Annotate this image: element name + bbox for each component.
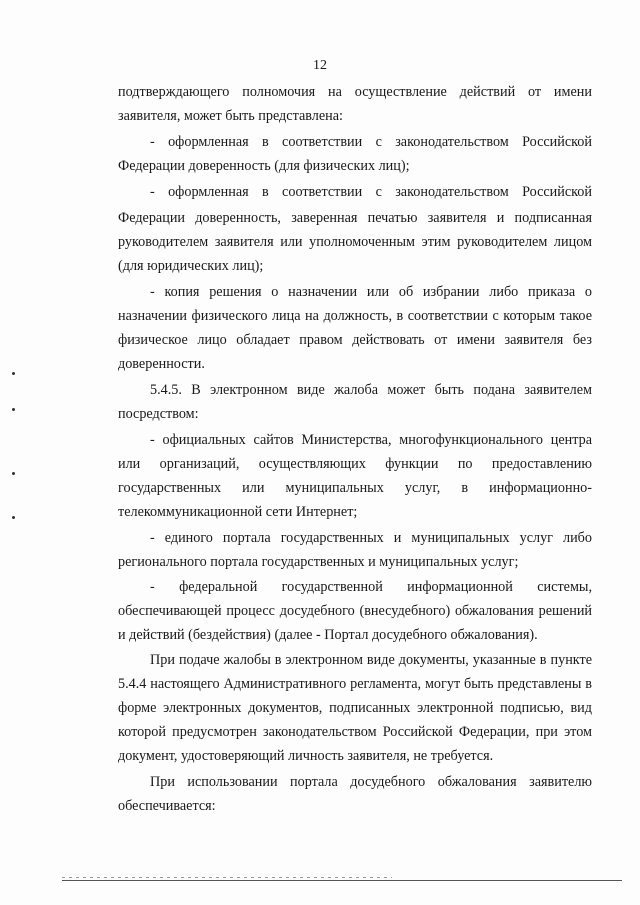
page-number: 12 <box>313 58 327 73</box>
text-line: - федеральной государственной информационной системы, <box>150 579 592 595</box>
scan-speck <box>12 408 15 411</box>
text-line: подтверждающего полномочия на осуществление действий от имени <box>118 84 592 100</box>
text-line: телекоммуникационной сети Интернет; <box>118 504 358 520</box>
scan-speck <box>12 372 15 375</box>
text-line: - оформленная в соответствии с законодательством Российской <box>150 134 592 150</box>
text-line: - единого портала государственных и муниципальных услуг либо <box>150 530 592 546</box>
footer-rule-faint <box>62 877 392 878</box>
text-line: - официальных сайтов Министерства, многофункционального центра <box>150 432 592 448</box>
footer-rule <box>62 880 622 881</box>
text-line: посредством: <box>118 406 199 422</box>
text-line: и действий (бездействия) (далее - Портал досудебного обжалования). <box>118 627 538 643</box>
text-line: или организаций, осуществляющих функции по предоставлению <box>118 456 592 472</box>
text-line: физическое лицо обладает правом действовать от имени заявителя без <box>118 332 592 348</box>
scan-speck <box>12 472 15 475</box>
text-line: 5.4.5. В электронном виде жалоба может быть подана заявителем <box>150 382 592 398</box>
text-line: государственных или муниципальных услуг, в информационно- <box>118 480 592 496</box>
text-line: руководителем заявителя или уполномоченным этим руководителем лицом <box>118 234 592 250</box>
text-line: назначении физического лица на должность, в соответствии с которым такое <box>118 308 592 324</box>
text-line: документ, удостоверяющий личность заявителя, не требуется. <box>118 748 494 764</box>
text-line: обеспечивающей процесс досудебного (внесудебного) обжалования решений <box>118 603 592 619</box>
text-line: которой предусмотрен законодательством Российской Федерации, при этом <box>118 724 592 740</box>
text-line: форме электронных документов, подписанных электронной подписью, вид <box>118 700 592 716</box>
text-line: При подаче жалобы в электронном виде документы, указанные в пункте <box>150 652 592 668</box>
scan-speck <box>12 516 15 519</box>
text-line: доверенности. <box>118 356 205 372</box>
text-line: При использовании портала досудебного обжалования заявителю <box>150 774 592 790</box>
text-line: заявителя, может быть представлена: <box>118 108 343 124</box>
text-line: - оформленная в соответствии с законодательством Российской <box>150 184 592 200</box>
text-line: 5.4.4 настоящего Административного регламента, могут быть представлены в <box>118 676 592 692</box>
text-line: - копия решения о назначении или об избрании либо приказа о <box>150 284 592 300</box>
text-line: Федерации доверенность, заверенная печатью заявителя и подписанная <box>118 210 592 226</box>
text-line: Федерации доверенность (для физических лиц); <box>118 158 410 174</box>
text-line: регионального портала государственных и муниципальных услуг; <box>118 554 519 570</box>
text-line: обеспечивается: <box>118 798 216 814</box>
text-line: (для юридических лиц); <box>118 258 264 274</box>
